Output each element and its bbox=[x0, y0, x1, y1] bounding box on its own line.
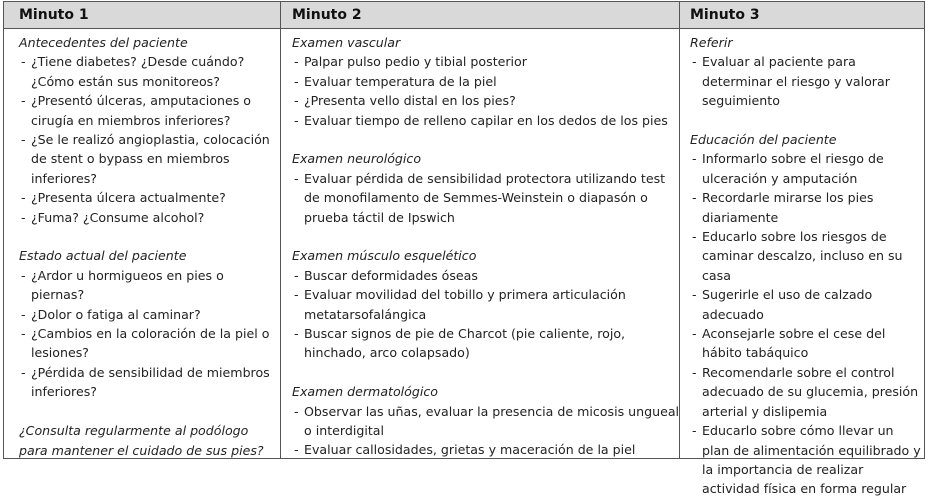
bullet-list bbox=[19, 266, 271, 402]
list-item: - Informarlo sobre el riesgo de ulceración y amputación bbox=[690, 149, 922, 188]
section-title: Estado actual del paciente bbox=[19, 248, 187, 264]
column-minuto-1 bbox=[19, 33, 271, 460]
section-title: Referir bbox=[690, 35, 733, 50]
section-title: Educación del paciente bbox=[690, 132, 837, 148]
column-minuto-2 bbox=[292, 33, 682, 460]
list-item: - ¿Pérdida de sensibilidad de miembros inferiores? bbox=[19, 363, 271, 402]
list-item: - Evaluar pérdida de sensibilidad protectora utilizando test de monofilamento de Semmes-Weinstein o diapasón o prueba táctil de Ipswich bbox=[292, 169, 682, 227]
list-item: - Recordarle mirarse los pies diariamente bbox=[690, 188, 922, 227]
bullet-list bbox=[292, 266, 682, 363]
list-item: - Palpar pulso pedio y tibial posterior bbox=[292, 52, 682, 71]
header-minuto-3: Minuto 3 bbox=[690, 7, 760, 23]
header-minuto-1: Minuto 1 bbox=[19, 7, 89, 23]
list-item: - Evaluar movilidad del tobillo y primera articulación metatarsofalángica bbox=[292, 285, 682, 324]
list-item: - ¿Presenta úlcera actualmente? bbox=[19, 188, 271, 207]
list-item: - ¿Tiene diabetes? ¿Desde cuándo? ¿Cómo están sus monitoreos? bbox=[19, 52, 271, 91]
list-item: - Recomendarle sobre el control adecuado de su glucemia, presión arterial y dislipemia bbox=[690, 363, 922, 421]
list-item: - Observar las uñas, evaluar la presencia de micosis ungueal o interdigital bbox=[292, 402, 682, 441]
list-item: - Buscar deformidades óseas bbox=[292, 266, 682, 285]
bullet-list bbox=[292, 169, 682, 227]
header-minuto-2: Minuto 2 bbox=[292, 7, 362, 23]
list-item: - Evaluar temperatura de la piel bbox=[292, 72, 682, 91]
list-item: - Evaluar tiempo de relleno capilar en los dedos de los pies bbox=[292, 111, 682, 130]
list-item: - ¿Presentó úlceras, amputaciones o cirugía en miembros inferiores? bbox=[19, 91, 271, 130]
list-item: - ¿Se le realizó angioplastia, colocación de stent o bypass en miembros inferiores? bbox=[19, 130, 271, 188]
list-item: - Aconsejarle sobre el cese del hábito tabáquico bbox=[690, 324, 922, 363]
list-item: - Educarlo sobre los riesgos de caminar descalzo, incluso en su casa bbox=[690, 227, 922, 285]
section-title: Antecedentes del paciente bbox=[19, 35, 188, 50]
consulta-question: ¿Consulta regularmente al podólogo para mantener el cuidado de sus pies? bbox=[19, 423, 264, 458]
table-header-row bbox=[4, 2, 924, 29]
list-item: - Buscar signos de pie de Charcot (pie caliente, rojo, hinchado, arco colapsado) bbox=[292, 324, 682, 363]
bullet-list bbox=[292, 52, 682, 130]
bullet-list bbox=[19, 52, 271, 227]
list-item: - ¿Ardor u hormigueos en pies o piernas? bbox=[19, 266, 271, 305]
list-item: - Evaluar al paciente para determinar el riesgo y valorar seguimiento bbox=[690, 52, 922, 110]
section-title: Examen neurológico bbox=[292, 151, 422, 167]
list-item: - Educarlo sobre cómo llevar un plan de alimentación equilibrado y la importancia de realizar actividad física en forma regular bbox=[690, 421, 922, 499]
list-item: - ¿Fuma? ¿Consume alcohol? bbox=[19, 208, 271, 227]
protocol-table bbox=[3, 1, 925, 497]
column-divider bbox=[280, 2, 281, 458]
list-item: - ¿Presenta vello distal en los pies? bbox=[292, 91, 682, 110]
bullet-list bbox=[690, 52, 922, 110]
list-item: - Sugerirle el uso de calzado adecuado bbox=[690, 285, 922, 324]
section-title: Examen vascular bbox=[292, 35, 401, 50]
bullet-list bbox=[292, 402, 682, 460]
section-title: Examen músculo esquelético bbox=[292, 248, 477, 264]
list-item: - Evaluar callosidades, grietas y maceración de la piel bbox=[292, 440, 682, 459]
bullet-list bbox=[690, 149, 922, 498]
section-title: Examen dermatológico bbox=[292, 384, 439, 400]
column-minuto-3 bbox=[690, 33, 922, 499]
list-item: - ¿Dolor o fatiga al caminar? bbox=[19, 305, 271, 324]
list-item: - ¿Cambios en la coloración de la piel o lesiones? bbox=[19, 324, 271, 363]
